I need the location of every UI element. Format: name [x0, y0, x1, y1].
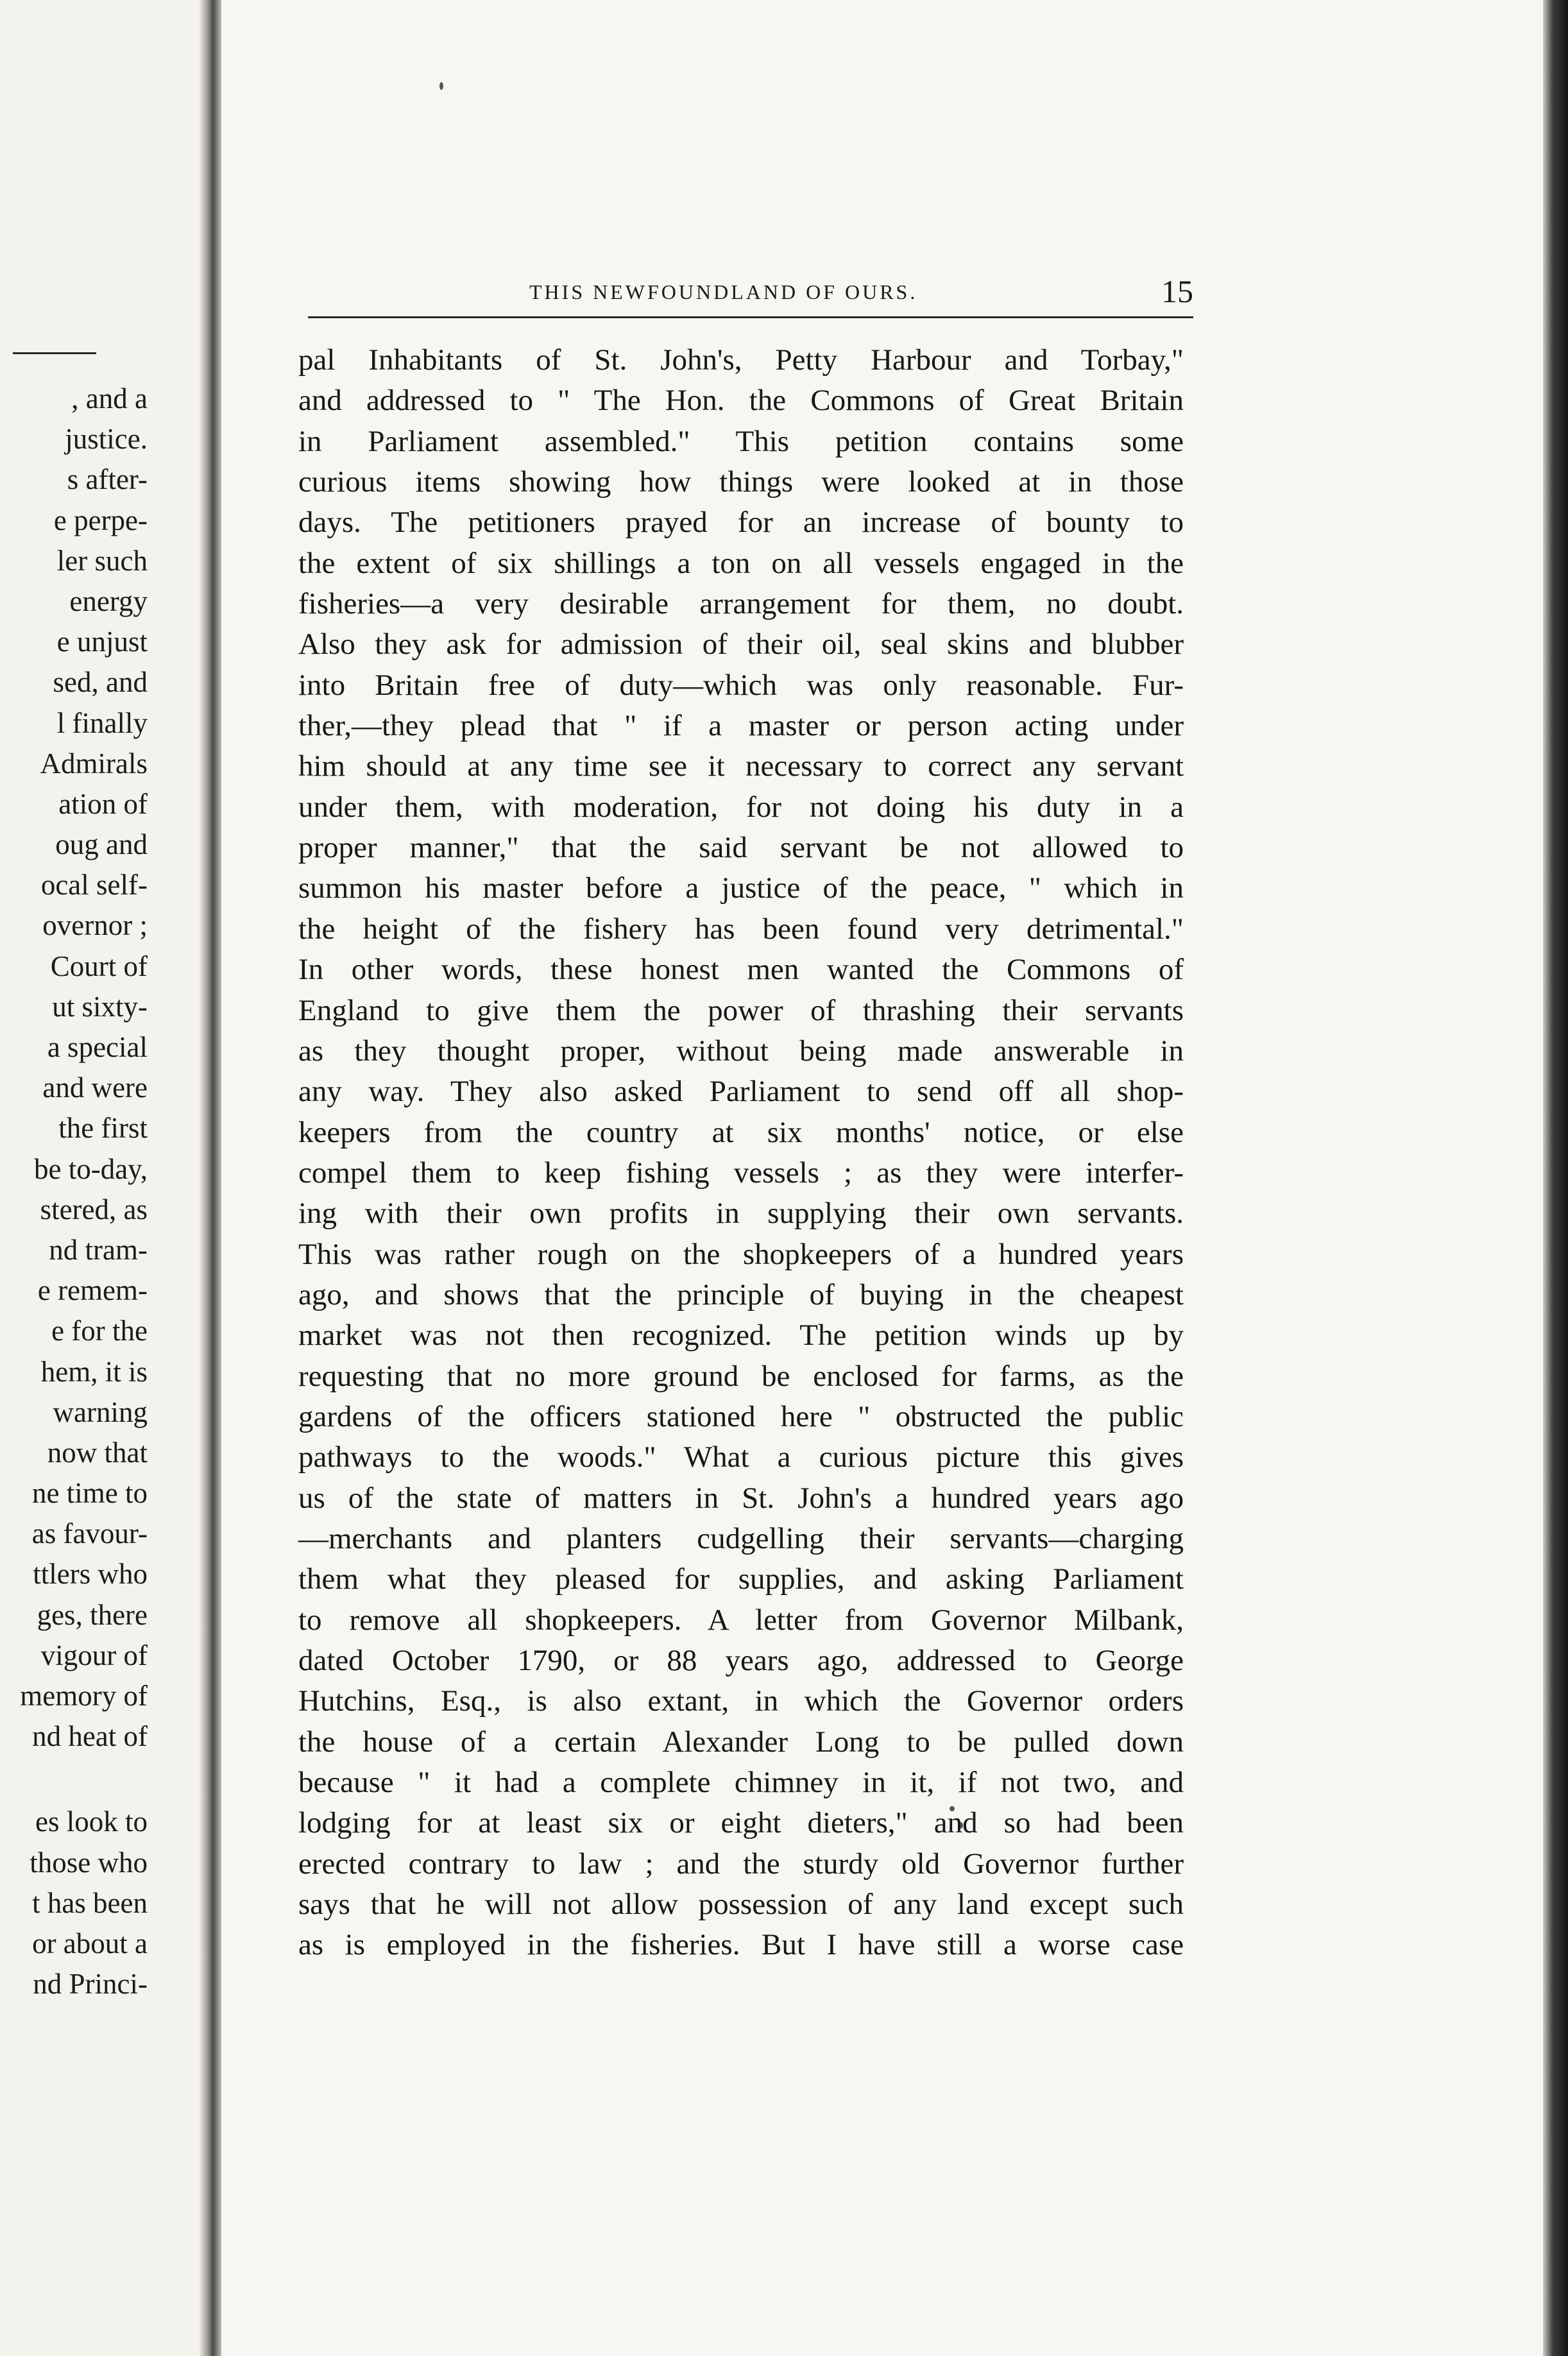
- text-line: market was not then recognized. The petition winds up by: [298, 1319, 1184, 1353]
- left-line: overnor ;: [42, 909, 148, 942]
- text-line: requesting that no more ground be enclosed for farms, as the: [298, 1359, 1184, 1393]
- left-line: e for the: [51, 1315, 148, 1347]
- text-line: into Britain free of duty—which was only reasonable. Fur-: [298, 668, 1184, 702]
- left-line: ler such: [56, 544, 148, 577]
- left-line: hem, it is: [40, 1355, 148, 1388]
- left-line: energy: [69, 585, 148, 617]
- left-line: warning: [53, 1396, 148, 1428]
- left-line: those who: [30, 1846, 148, 1879]
- left-line: t has been: [32, 1886, 148, 1919]
- left-paragraph-gap: [0, 1757, 148, 1802]
- text-line: to remove all shopkeepers. A letter from Governor Milbank,: [298, 1603, 1184, 1637]
- left-line: ges, there: [37, 1598, 148, 1631]
- text-line: them what they pleased for supplies, and asking Parliament: [298, 1562, 1184, 1596]
- left-line: now that: [47, 1436, 148, 1469]
- text-line: Also they ask for admission of their oil, seal skins and blubber: [298, 627, 1184, 662]
- left-line: and were: [42, 1071, 148, 1104]
- left-line: e perpe-: [53, 504, 148, 536]
- left-line: nd Princi-: [33, 1968, 148, 2001]
- text-line: ing with their own profits in supplying their own servants.: [298, 1197, 1184, 1231]
- text-line: the height of the fishery has been found very detrimental.": [298, 912, 1184, 946]
- left-line: e unjust: [56, 626, 148, 658]
- left-line: sed, and: [53, 666, 148, 699]
- text-line: says that he will not allow possession of any land except such: [298, 1888, 1184, 1922]
- text-line: pathways to the woods." What a curious picture this gives: [298, 1440, 1184, 1474]
- text-line: any way. They also asked Parliament to send off all shop-: [298, 1075, 1184, 1109]
- text-line: ther,—they plead that " if a master or person acting under: [298, 709, 1184, 743]
- left-line: a special: [47, 1031, 148, 1063]
- left-line: Court of: [50, 950, 148, 982]
- left-line: or about a: [32, 1927, 148, 1959]
- text-line: the house of a certain Alexander Long to be pulled down: [298, 1725, 1184, 1759]
- text-line: dated October 1790, or 88 years ago, addressed to George: [298, 1644, 1184, 1677]
- left-line: ation of: [58, 787, 148, 820]
- text-line: —merchants and planters cudgelling their servants—charging: [298, 1521, 1184, 1555]
- left-line: ttlers who: [33, 1558, 148, 1591]
- left-line: nd heat of: [32, 1720, 148, 1753]
- text-line: summon his master before a justice of the peace, " which in: [298, 871, 1184, 905]
- page-number: 15: [1161, 273, 1193, 309]
- left-line: stered, as: [40, 1193, 148, 1225]
- text-line: as is employed in the fisheries. But I have still a worse case: [298, 1928, 1184, 1962]
- left-line: vigour of: [40, 1639, 148, 1671]
- left-page-text: [0, 379, 148, 2004]
- left-page-rule: [13, 352, 96, 354]
- page-header: [308, 273, 1193, 311]
- text-line: compel them to keep fishing vessels ; as they were interfer-: [298, 1156, 1184, 1190]
- running-head: THIS NEWFOUNDLAND OF OURS.: [529, 280, 918, 303]
- text-line: days. The petitioners prayed for an increase of bounty to: [298, 506, 1184, 540]
- text-line: pal Inhabitants of St. John's, Petty Harbour and Torbay,": [298, 343, 1184, 377]
- text-line: us of the state of matters in St. John's a hundred years ago: [298, 1481, 1184, 1515]
- text-line: under them, with moderation, for not doing his duty in a: [298, 790, 1184, 824]
- left-line: s after-: [67, 463, 148, 496]
- left-line: ut sixty-: [52, 990, 148, 1023]
- left-line: be to-day,: [33, 1152, 148, 1185]
- left-line: the first: [58, 1112, 148, 1145]
- text-line: curious items showing how things were looked at in those: [298, 465, 1184, 499]
- left-line: , and a: [71, 382, 148, 414]
- left-line: es look to: [35, 1805, 148, 1838]
- header-rule: [308, 316, 1193, 318]
- text-line: This was rather rough on the shopkeepers of a hundred years: [298, 1237, 1184, 1271]
- left-line: Admirals: [40, 747, 148, 780]
- text-line: In other words, these honest men wanted the Commons of: [298, 953, 1184, 987]
- left-line: as favour-: [31, 1517, 148, 1550]
- page-edge-shadow: [1543, 0, 1568, 2356]
- book-gutter: [199, 0, 225, 2356]
- text-line: England to give them the power of thrashing their servants: [298, 993, 1184, 1027]
- text-line: lodging for at least six or eight dieters," and so had been: [298, 1806, 1184, 1840]
- text-line: proper manner," that the said servant be not allowed to: [298, 831, 1184, 865]
- text-line: and addressed to " The Hon. the Commons of Great Britain: [298, 384, 1184, 418]
- left-line: justice.: [65, 423, 148, 456]
- left-facing-page: [0, 0, 204, 2356]
- left-line: nd tram-: [49, 1233, 148, 1266]
- text-line: ago, and shows that the principle of buying in the cheapest: [298, 1277, 1184, 1311]
- text-line: Hutchins, Esq., is also extant, in which the Governor orders: [298, 1684, 1184, 1718]
- text-line: keepers from the country at six months' notice, or else: [298, 1115, 1184, 1149]
- text-line: the extent of six shillings a ton on all vessels engaged in the: [298, 546, 1184, 580]
- left-line: memory of: [20, 1680, 148, 1712]
- text-line: fisheries—a very desirable arrangement for them, no doubt.: [298, 587, 1184, 621]
- left-line: oug and: [55, 828, 148, 861]
- left-line: l finally: [56, 706, 148, 739]
- left-line: ocal self-: [40, 869, 148, 901]
- text-line: as they thought proper, without being made answerable in: [298, 1034, 1184, 1068]
- body-text: [298, 340, 1184, 1966]
- text-line: gardens of the officers stationed here " obstructed the public: [298, 1399, 1184, 1433]
- ink-speck: [439, 82, 443, 90]
- left-line: e remem-: [37, 1274, 148, 1307]
- text-line: in Parliament assembled." This petition contains some: [298, 424, 1184, 458]
- text-line: because " it had a complete chimney in it, if not two, and: [298, 1766, 1184, 1800]
- text-line: erected contrary to law ; and the sturdy old Governor further: [298, 1847, 1184, 1881]
- left-line: ne time to: [32, 1477, 148, 1510]
- text-line: him should at any time see it necessary to correct any servant: [298, 749, 1184, 783]
